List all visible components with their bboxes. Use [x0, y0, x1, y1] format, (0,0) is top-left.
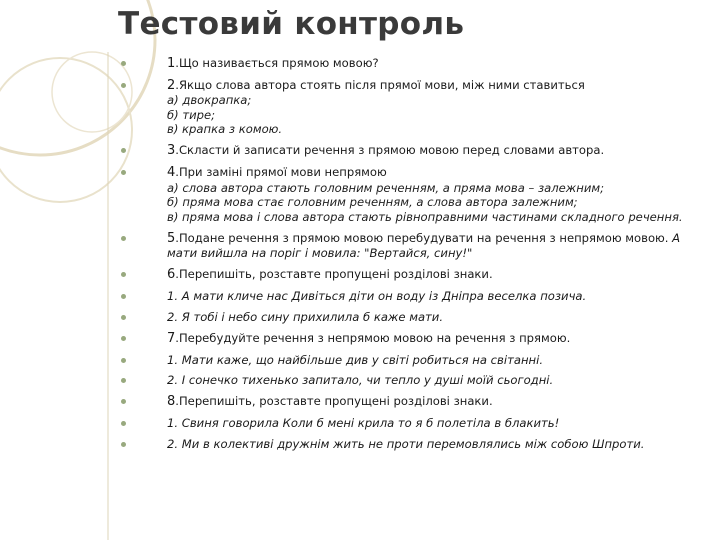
answer-option: б) тире; — [167, 107, 216, 122]
question-item — [118, 56, 708, 72]
question-text: 1. Мати каже, що найбільше див у світі робиться на світанні. — [167, 352, 544, 367]
question-item — [118, 310, 708, 325]
question-number: 2 — [167, 77, 176, 93]
answer-option: в) крапка з комою. — [167, 122, 283, 137]
question-number: 3 — [167, 143, 176, 159]
question-text: 1. Свиня говорила Коли б мені крила то я б полетіла в блакить! — [167, 416, 560, 431]
question-number: 6 — [167, 266, 176, 282]
answer-option: а) двокрапка; — [167, 93, 252, 108]
question-text: .Що називається прямою мовою? — [175, 56, 379, 70]
question-text: .Перебудуйте речення з непрямою мовою на речення з прямою. — [175, 330, 571, 345]
question-number: 1 — [167, 56, 176, 71]
question-item — [118, 231, 708, 261]
question-text: 2. Я тобі і небо сину прихилила б каже мати. — [167, 309, 444, 324]
question-number: 5 — [167, 230, 176, 246]
question-item — [118, 353, 708, 368]
question-text: .Скласти й записати речення з прямою мовою перед словами автора. — [175, 143, 605, 158]
question-item — [118, 331, 708, 347]
question-item — [118, 165, 708, 224]
deco-ring-inner — [0, 58, 132, 202]
answer-option: а) слова автора стають головним реченням, а пряма мова – залежним; — [167, 180, 605, 195]
page-title: Тестовий контроль — [118, 6, 465, 42]
question-text: .Якщо слова автора стоять після прямої мови, між ними ставиться — [175, 77, 585, 92]
question-item — [118, 416, 708, 431]
question-text: .При заміні прямої мови непрямою — [175, 165, 387, 180]
question-number: 7 — [167, 330, 176, 346]
question-text: .Подане речення з прямою мовою перебудувати на речення з непрямою мовою. — [175, 230, 669, 245]
question-item — [118, 267, 708, 283]
question-example: А мати вийшла на поріг і мовила: "Вертайся, сину!" — [167, 230, 681, 261]
question-text: 2. І сонечко тихенько запитало, чи тепло у душі моїй сьогодні. — [167, 373, 554, 388]
question-item — [118, 373, 708, 388]
question-item — [118, 394, 708, 410]
question-list — [118, 56, 708, 458]
question-text: 1. А мати кличе нас Дивіться діти он воду із Дніпра веселка позича. — [167, 288, 587, 303]
answer-option: в) пряма мова і слова автора стають рівноправними частинами складного речення. — [167, 209, 683, 224]
question-number: 4 — [167, 165, 176, 181]
answer-option: б) пряма мова стає головним реченням, а слова автора залежним; — [167, 195, 578, 210]
question-item — [118, 78, 708, 137]
question-item — [118, 437, 708, 452]
question-text: .Перепишіть, розставте пропущені розділові знаки. — [175, 394, 493, 409]
question-item — [118, 143, 708, 159]
question-item — [118, 289, 708, 304]
question-text: 2. Ми в колективі дружнім жить не проти перемовлялись між собою Шпроти. — [167, 437, 645, 452]
question-number: 8 — [167, 394, 176, 410]
question-text: .Перепишіть, розставте пропущені розділові знаки. — [175, 266, 493, 281]
